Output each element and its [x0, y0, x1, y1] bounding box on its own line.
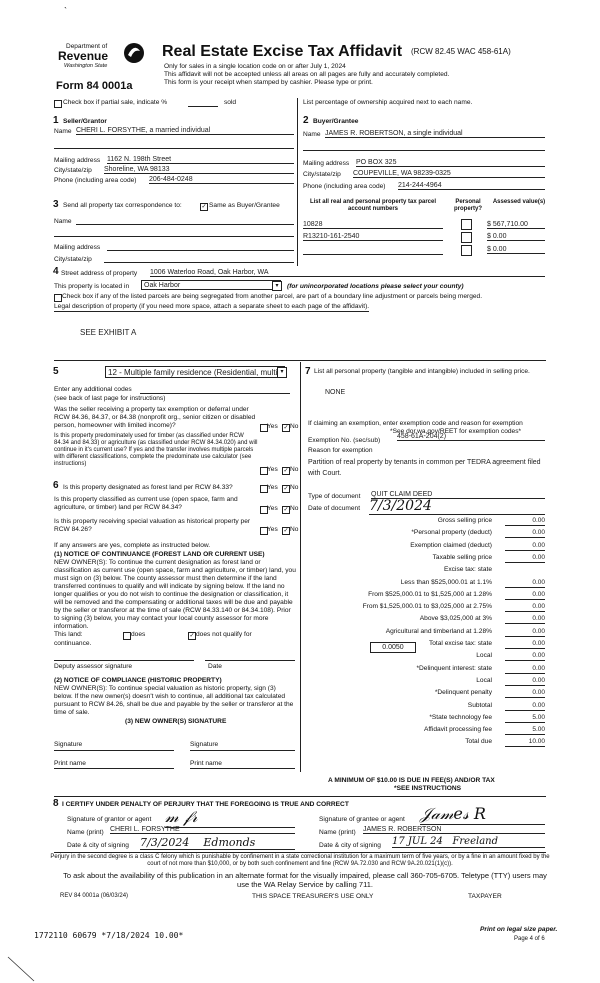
section-number: 1: [53, 115, 59, 126]
date-city-label: Date & city of signing: [67, 842, 129, 849]
notice-compliance-body: NEW OWNER(S): To continue special valuation as historic property, sign (3) below. If the new owner(s) doesn't wish to continue, all additional tax calculated pursuant to RCW 84.26, shall be due and payable by the seller or transferor at the time of sale.: [54, 685, 294, 716]
field-label: Mailing address: [54, 157, 101, 164]
partial-pct-field[interactable]: [188, 106, 218, 107]
date-city-label: Date & city of signing: [319, 842, 381, 849]
grantee-date: 17 JUL 24: [392, 836, 443, 847]
legal-description-value[interactable]: SEE EXHIBIT A: [80, 328, 137, 337]
historic-no-checkbox[interactable]: ✓: [283, 528, 289, 534]
dept-label: Department of: [66, 43, 108, 50]
segregated-checkbox[interactable]: [54, 294, 62, 302]
tax-row-label: Exemption claimed (deduct): [410, 542, 492, 549]
field-label: Name: [54, 128, 72, 135]
land-use-value: 12 - Multiple family residence (Residential, multi: [108, 368, 278, 377]
section-number: 2: [303, 115, 309, 126]
doc-type-field[interactable]: QUIT CLAIM DEED: [371, 491, 545, 499]
no-label: No: [290, 526, 299, 533]
seller-city-field[interactable]: Shoreline, WA 98133: [104, 166, 294, 174]
located-note: (for unincorporated locations please select your county): [287, 283, 464, 290]
grantee-signature-label: Signature of grantee or agent: [319, 816, 405, 823]
land-use-select[interactable]: [105, 366, 285, 378]
divider: [297, 98, 298, 266]
doc-type-label: Type of document: [308, 493, 361, 500]
tax-row-amount[interactable]: 0.00: [505, 591, 545, 600]
grantee-date-city-field[interactable]: [392, 836, 545, 848]
tax-row-label: From $1,525,000.01 to $3,025,000 at 2.75%: [362, 603, 492, 610]
exemption-number-label: Exemption No. (sec/sub): [308, 437, 381, 444]
section-number: 5: [53, 366, 59, 377]
section-number: 4: [53, 266, 59, 277]
partial-sale-label: Check box if partial sale, indicate %: [63, 99, 168, 106]
owner-print-field-1[interactable]: [54, 768, 174, 769]
sec3-name-field[interactable]: [76, 224, 294, 225]
street-address-label: Street address of property: [61, 270, 138, 277]
yes-label: Yes: [267, 505, 278, 512]
tax-row-label: Subtotal: [467, 702, 492, 709]
does-label: does: [131, 631, 146, 638]
stray-mark: `: [64, 6, 67, 16]
grantee-signature-field[interactable]: 𝒥𝒶𝓂𝑒𝓈 𝑅: [420, 804, 545, 825]
form-title: Real Estate Excise Tax Affidavit: [162, 43, 403, 60]
tax-row-amount[interactable]: 0.00: [505, 517, 545, 526]
assessed-value-2[interactable]: $ 0.00: [487, 233, 545, 241]
segregated-label: Check box if any of the listed parcels are being segregated from another parcel, are part of a boundary line adjustment or parcels being merged.: [62, 293, 483, 300]
grantee-name-field[interactable]: JAMES R. ROBERTSON: [363, 826, 545, 834]
grantor-signature-label: Signature of grantor or agent: [67, 816, 152, 823]
tax-row-amount[interactable]: 0.00: [505, 603, 545, 612]
buyer-name-field[interactable]: JAMES R. ROBERTSON, a single individual: [325, 130, 545, 138]
buyer-label: Buyer/Grantee: [313, 118, 359, 125]
revision-label: REV 84 0001a (06/03/24): [60, 893, 129, 899]
additional-codes-field[interactable]: [140, 393, 290, 394]
tax-row-amount[interactable]: 0.00: [505, 615, 545, 624]
grantor-date: 7/3/2024: [140, 836, 190, 849]
print-name-label: Print name: [54, 760, 86, 767]
deputy-signature-field[interactable]: [54, 660, 194, 661]
tax-row-label: Excise tax: state: [443, 566, 492, 573]
notice-continuance-body: NEW OWNER(S): To continue the current designation as forest land or classification as current use (open space, farm and agriculture, or timber) land, you must sign on (3) below. The county assessor must then determine if the land transferred continues to qualify and will indicate by signing below. If the land no longer qualifies or you do not wish to continue the designation or classification, it will be removed and the compensating or additional taxes will be due and payable by the seller or transferor at the time of sale (RCW 84.33.140 or 84.34.108). Prior to signing (3) below, you may contact your local county assessor for more information.: [54, 559, 296, 630]
this-land-label: This land:: [54, 631, 83, 638]
current-use-no-checkbox[interactable]: ✓: [283, 507, 289, 513]
location-select-value: Oak Harbor: [144, 282, 181, 289]
yes-label: Yes: [267, 526, 278, 533]
no-label: No: [290, 423, 299, 430]
subtitle-2: This affidavit will not be accepted unless all areas on all pages are fully and accurately completed.: [164, 71, 450, 78]
deputy-label: Deputy assessor signature: [54, 663, 133, 670]
treasurer-use-label: THIS SPACE TREASURER'S USE ONLY: [252, 893, 374, 900]
chevron-down-icon[interactable]: ▾: [277, 367, 287, 378]
buyer-name-line2[interactable]: [303, 150, 545, 151]
section-number: 3: [53, 199, 59, 210]
tax-row-label: Less than $525,000.01 at 1.1%: [400, 579, 492, 586]
tax-row-label: *Delinquent interest: state: [416, 665, 492, 672]
sec3-city-field[interactable]: [104, 262, 294, 263]
parcel-acct-1[interactable]: 10828: [303, 221, 443, 229]
tax-row-label: Local: [476, 677, 492, 684]
sec3-name-line2[interactable]: [54, 236, 294, 237]
exemption-claim-label: If claiming an exemption, enter exemption code and reason for exemption: [308, 420, 523, 427]
form-title-ref: (RCW 82.45 WAC 458-61A): [411, 47, 511, 56]
buyer-mail-field[interactable]: PO BOX 325: [356, 159, 545, 167]
tax-row-label: *State technology fee: [429, 714, 492, 721]
personal-property-value[interactable]: NONE: [325, 389, 346, 396]
forest-no-checkbox[interactable]: ✓: [283, 486, 289, 492]
continuance-label: continuance.: [54, 640, 92, 647]
field-label: City/state/zip: [54, 167, 92, 174]
tax-row-label: Taxable selling price: [432, 554, 492, 561]
notice-compliance-title: (2) NOTICE OF COMPLIANCE (HISTORIC PROPERTY): [54, 677, 222, 684]
state-label: Washington State: [64, 63, 108, 69]
current-use-question: Is this property classified as current use (open space, farm and agriculture, or timber) land per RCW 84.34?: [54, 496, 238, 511]
yes-label: Yes: [267, 484, 278, 491]
page-number: Page 4 of 6: [514, 936, 545, 942]
taxpayer-label: TAXPAYER: [468, 893, 502, 900]
field-label: City/state/zip: [303, 171, 341, 178]
reason-field[interactable]: Partition of real property by tenants in common per TEDRA agreement filed with Court.: [308, 459, 541, 477]
local-rate-field[interactable]: 0.0050: [370, 642, 416, 653]
print-legal-note: Print on legal size paper.: [480, 926, 558, 933]
tax-row-amount[interactable]: 0.00: [505, 665, 545, 674]
exemption-see-note: *See dor.wa.gov/REET for exemption codes*: [390, 428, 522, 435]
no-label: No: [290, 505, 299, 512]
grantee-city: Freeland: [452, 836, 498, 847]
tax-row-label: Agricultural and timberland at 1.28%: [385, 628, 492, 635]
grantor-signature-field[interactable]: 𝓂 𝒻𝓇: [165, 807, 295, 828]
sec3-mail-field[interactable]: [107, 250, 294, 251]
divider: [54, 796, 546, 797]
additional-codes-label: Enter any additional codes: [54, 386, 132, 393]
tax-row-amount[interactable]: 0.00: [505, 652, 545, 661]
tax-row-amount[interactable]: 5.00: [505, 726, 545, 735]
certify-statement: I CERTIFY UNDER PENALTY OF PERJURY THAT THE FOREGOING IS TRUE AND CORRECT: [62, 801, 349, 808]
seller-name-field[interactable]: CHERI L. FORSYTHE, a married individual: [76, 127, 294, 135]
sec3-label: Send all property tax correspondence to:: [63, 202, 182, 209]
field-label: Name: [54, 218, 72, 225]
buyer-city-field[interactable]: COUPEVILLE, WA 98239-0325: [353, 170, 545, 178]
tax-row-label: Total excise tax: state: [428, 640, 492, 647]
revenue-label: Revenue: [58, 49, 109, 63]
partial-sale-checkbox[interactable]: [54, 100, 62, 108]
if-yes-note: If any answers are yes, complete as instructed below.: [54, 542, 211, 549]
does-not-label: does not qualify for: [196, 631, 252, 638]
owner-signature-field-2[interactable]: [190, 750, 295, 751]
personal-property-label: List all personal property (tangible and intangible) included in selling price.: [314, 368, 530, 375]
tax-row-amount[interactable]: 5.00: [505, 714, 545, 723]
tax-row-label: Affidavit processing fee: [423, 726, 492, 733]
grantor-name-field[interactable]: CHERI L. FORSYTHE: [110, 826, 295, 834]
assessed-value-3[interactable]: $ 0.00: [487, 246, 545, 254]
subtitle-1: Only for sales in a single location code on or after July 1, 2024: [164, 63, 346, 70]
forest-land-question: Is this property designated as forest land per RCW 84.33?: [63, 484, 233, 491]
corner-mark-icon: [6, 955, 36, 983]
yes-label: Yes: [267, 466, 278, 473]
date-label: Date: [208, 663, 222, 670]
exemption-no-checkbox[interactable]: ✓: [283, 425, 289, 431]
divider: [54, 852, 546, 853]
section-number: 6: [53, 480, 59, 491]
see-instructions-note: *SEE INSTRUCTIONS: [394, 785, 462, 792]
personal-property-checkbox-3[interactable]: [461, 245, 472, 256]
cashier-stamp: 1772110 60679 *7/18/2024 10.00*: [34, 931, 184, 940]
location-select[interactable]: [141, 280, 281, 290]
name-print-label: Name (print): [319, 829, 356, 836]
same-as-buyer-checkbox[interactable]: ✓: [201, 204, 207, 210]
owner-print-field-2[interactable]: [190, 768, 295, 769]
yes-label: Yes: [267, 423, 278, 430]
tax-row-amount[interactable]: 0.00: [505, 640, 545, 649]
buyer-phone-field[interactable]: 214-244-4964: [398, 182, 545, 190]
does-qualify-checkbox[interactable]: [123, 632, 131, 640]
additional-codes-note: (see back of last page for instructions): [54, 395, 166, 402]
assessed-value-header: Assessed value(s): [492, 199, 546, 205]
legal-description-label: Legal description of property (if you need more space, attach a separate sheet to each page of the affidavit).: [54, 303, 370, 310]
tax-row-amount[interactable]: 0.00: [505, 677, 545, 686]
tax-row-label: Total due: [465, 738, 492, 745]
owner-signature-field-1[interactable]: [54, 750, 174, 751]
grantor-date-city-field[interactable]: [140, 836, 295, 850]
section-number: 8: [53, 798, 59, 809]
same-as-buyer-label: Same as Buyer/Grantee: [209, 202, 280, 209]
tax-row-amount[interactable]: 0.00: [505, 689, 545, 698]
historic-question: Is this property receiving special valuation as historical property per RCW 84.26?: [54, 518, 251, 533]
tax-row-amount[interactable]: 0.00: [505, 529, 545, 538]
timber-no-checkbox[interactable]: ✓: [283, 468, 289, 474]
new-owner-signature-title: (3) NEW OWNER(S) SIGNATURE: [125, 718, 227, 725]
personal-property-header: Personal property?: [453, 199, 482, 212]
seller-label: Seller/Grantor: [63, 118, 107, 125]
field-label: Name: [303, 131, 321, 138]
field-label: Mailing address: [54, 244, 101, 251]
assessed-value-1[interactable]: $ 567,710.00: [487, 221, 545, 229]
does-not-qualify-checkbox[interactable]: ✓: [189, 633, 195, 639]
signature-label: Signature: [54, 741, 83, 748]
seller-mail-field[interactable]: 1162 N. 198th Street: [107, 156, 294, 164]
field-label: Phone (including area code): [303, 183, 386, 190]
form-number: Form 84 0001a: [56, 80, 133, 92]
no-label: No: [290, 484, 299, 491]
print-name-label: Print name: [190, 760, 222, 767]
notice-continuance-title: (1) NOTICE OF CONTINUANCE (FOREST LAND OR CURRENT USE): [54, 551, 265, 558]
tax-row-amount[interactable]: 0.00: [505, 579, 545, 588]
doc-date-label: Date of document: [308, 505, 361, 512]
tax-row-label: From $525,000.01 to $1,525,000 at 1.28%: [368, 591, 492, 598]
tax-row-label: Local: [476, 652, 492, 659]
parcel-header: List all real and personal property tax parcel account numbers: [309, 199, 437, 212]
street-address-field[interactable]: 1006 Waterloo Road, Oak Harbor, WA: [150, 269, 545, 277]
sold-label: sold: [224, 99, 237, 106]
chevron-down-icon[interactable]: ▾: [272, 281, 282, 291]
tax-row-label: Gross selling price: [437, 517, 492, 524]
seller-name-line2[interactable]: [54, 148, 294, 149]
list-pct-note: List percentage of ownership acquired next to each name.: [303, 99, 473, 106]
seller-phone-field[interactable]: 206-484-0248: [149, 176, 294, 184]
tax-row-label: Above $3,025,000 at 3%: [419, 615, 492, 622]
exemption-number-field[interactable]: 458-61A-204(2): [397, 433, 545, 441]
grantor-city: Edmonds: [203, 836, 256, 849]
reason-label: Reason for exemption: [308, 447, 373, 454]
subtitle-3: This form is your receipt when stamped by cashier. Please type or print.: [164, 79, 373, 86]
tax-row-amount[interactable]: 0.00: [505, 542, 545, 551]
minimum-due-note: A MINIMUM OF $10.00 IS DUE IN FEE(S) AND/OR TAX: [328, 777, 495, 784]
parcel-acct-3[interactable]: [303, 246, 443, 255]
tax-row-amount[interactable]: 0.00: [505, 702, 545, 711]
tax-row-amount[interactable]: 0.00: [505, 554, 545, 563]
timber-question: Is this property predominately used for timber (as classified under RCW 84.34 and 84.33) or agriculture (as classified under RCW 84.34.020) and will continue in it's current use? If yes and the transfer involves multiple parcels with different classifications, complete the predominate use calculator (see instructions): [54, 433, 258, 467]
exemption-question: Was the seller receiving a property tax exemption or deferral under RCW 84.36, 84.37, or 84.38 (nonprofit org., senior citizen or disabled person, homeowner with limited income)?: [54, 406, 256, 429]
section-number: 7: [305, 366, 311, 377]
field-label: City/state/zip: [54, 256, 92, 263]
perjury-notice: Perjury in the second degree is a class C felony which is punishable by confinement in a state correctional institution for a maximum term of five years, or by a fine in an amount fixed by the court of not more than $10,000, or by both such confinement and fine (RCW 9A.72.030 and RCW 9A.20.021(1)(c)).: [50, 854, 550, 867]
field-label: Phone (including area code): [54, 177, 137, 184]
divider: [54, 360, 546, 361]
tax-row-amount[interactable]: 0.00: [505, 628, 545, 637]
doc-date-field[interactable]: 7/3/2024: [369, 498, 545, 515]
parcel-acct-2[interactable]: R13210-161-2540: [303, 233, 443, 241]
wa-logo-icon: [122, 41, 146, 65]
revenue-logo: [58, 43, 148, 83]
name-print-label: Name (print): [67, 829, 104, 836]
alternate-format-notice: To ask about the availability of this publication in an alternate format for the visually impaired, please call 360-705-6705. Teletype (TTY) users may use the WA Relay Service by calling 711.: [63, 871, 547, 889]
signature-label: Signature: [190, 741, 219, 748]
field-label: Mailing address: [303, 160, 350, 167]
personal-property-checkbox-1[interactable]: [461, 219, 472, 230]
tax-row-label: *Delinquent penalty: [434, 689, 492, 696]
located-label: This property is located in: [54, 283, 130, 290]
deputy-date-field[interactable]: [205, 660, 295, 661]
tax-row-amount[interactable]: 10.00: [505, 738, 545, 747]
no-label: No: [290, 466, 299, 473]
personal-property-checkbox-2[interactable]: [461, 232, 472, 243]
tax-row-label: *Personal property (deduct): [411, 529, 492, 536]
